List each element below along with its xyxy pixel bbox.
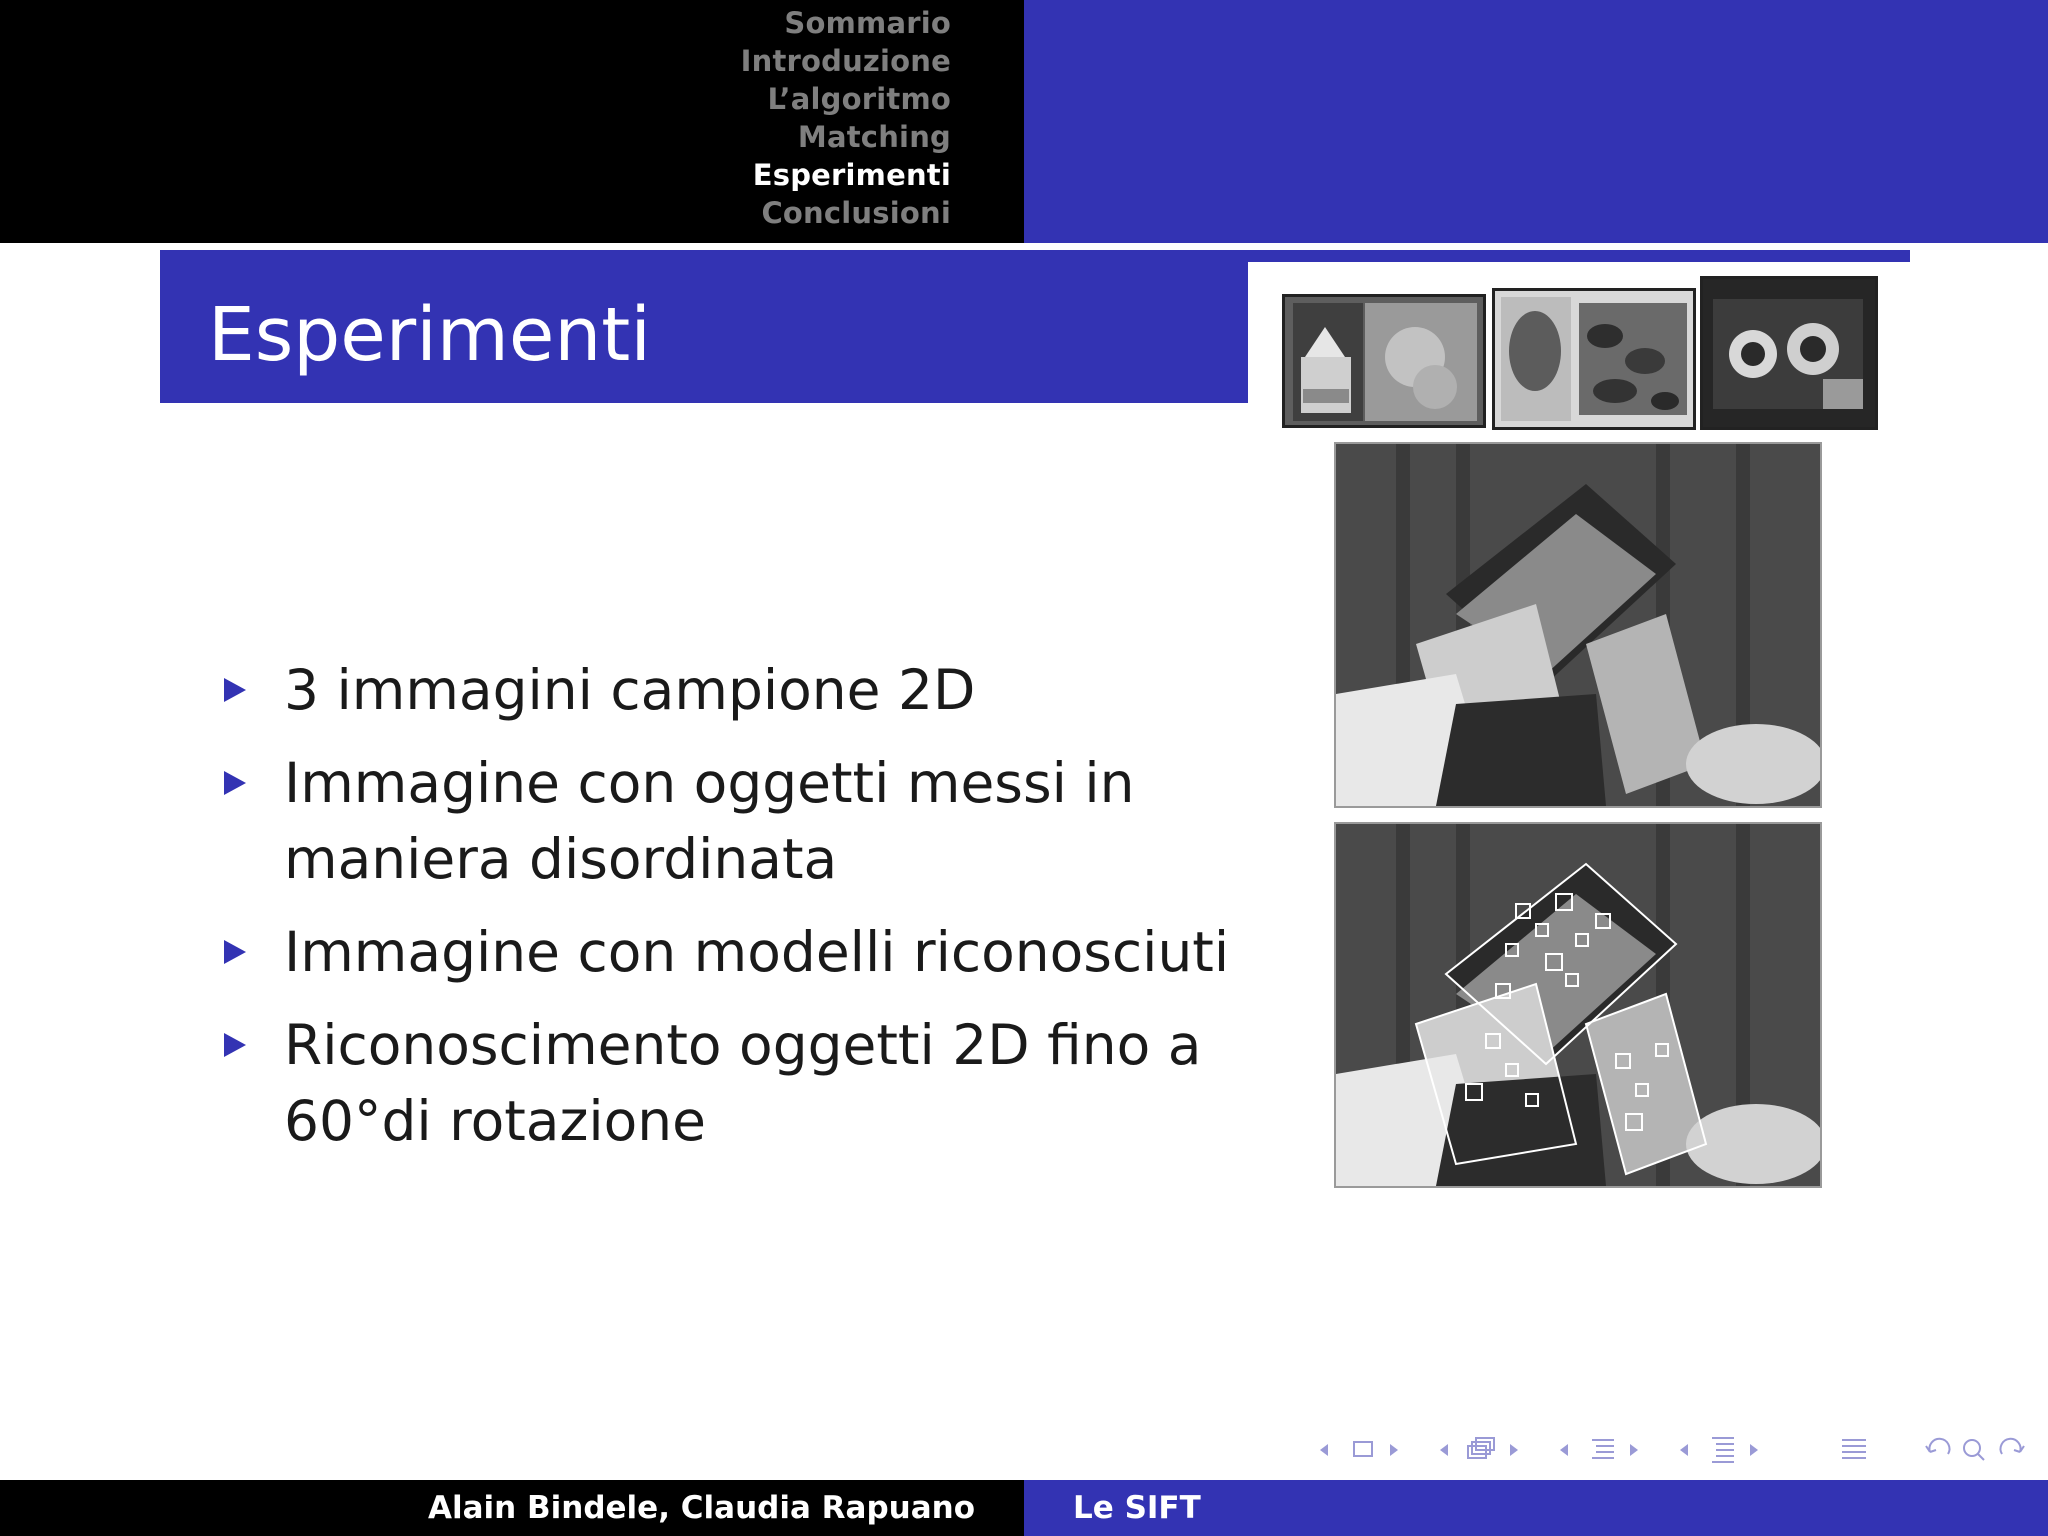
frame-nav-group [1316,1432,1436,1468]
outline-nav-group [1830,1432,1880,1468]
footer-right-panel [1024,1480,2048,1536]
bullet-list [218,652,1318,1176]
bullet-text: Riconoscimento oggetti 2D fino a 60°di rotazione [284,1013,1202,1153]
history-search-group [1922,1432,2032,1468]
bullet-triangle-icon [224,771,246,795]
document-nav-group [1676,1432,1796,1468]
sample-image-cookie-art [1495,291,1693,427]
nav-item-matching[interactable]: Matching [797,120,951,154]
footer-left-panel [0,1480,1024,1536]
bullet-item [218,914,1318,990]
header-left-panel [0,0,1024,243]
nav-document-next-icon[interactable] [1750,1444,1758,1456]
nav-item-introduzione[interactable]: Introduzione [740,44,951,78]
bullet-item [218,652,1318,728]
subsection-nav-group [1436,1432,1556,1468]
footer-authors: Alain Bindele, Claudia Rapuano [427,1490,975,1526]
nav-forward-icon[interactable] [2001,1439,2024,1454]
bullet-text: Immagine con oggetti messi in maniera disordinata [284,751,1135,891]
nav-subsection-icon[interactable] [1468,1438,1494,1458]
nav-document-icon[interactable] [1712,1438,1734,1462]
bullet-item [218,1007,1318,1159]
sample-image-rice-box [1282,294,1486,428]
sample-image-cookie-box [1492,288,1696,430]
footer-short-title: Le SIFT [1073,1490,1201,1526]
frame-title: Esperimenti [208,292,651,378]
nav-back-icon[interactable] [1926,1439,1949,1454]
nav-section-next-icon[interactable] [1630,1444,1638,1456]
beamer-navigation-symbols [1316,1432,2036,1468]
nav-item-conclusioni[interactable]: Conclusioni [761,196,951,230]
nav-search-icon[interactable] [1964,1440,1984,1460]
nav-frame-icon[interactable] [1354,1442,1372,1456]
nav-frame-prev-icon[interactable] [1320,1444,1328,1456]
sample-image-candy-box [1700,276,1878,430]
bullet-triangle-icon [224,1033,246,1057]
recognized-models-art [1336,824,1820,1186]
bullet-text: 3 immagini campione 2D [284,658,976,722]
header-right-panel [1024,0,2048,243]
nav-subsection-next-icon[interactable] [1510,1444,1518,1456]
figure-panel [1248,262,1911,1207]
bullet-text: Immagine con modelli riconosciuti [284,920,1230,984]
nav-outline-icon[interactable] [1842,1440,1866,1458]
sample-image-rice-art [1285,297,1483,425]
nav-subsection-prev-icon[interactable] [1440,1444,1448,1456]
cluttered-scene-art [1336,444,1820,806]
sample-image-candy-art [1703,279,1875,427]
bullet-triangle-icon [224,678,246,702]
bullet-triangle-icon [224,940,246,964]
nav-item-esperimenti[interactable]: Esperimenti [752,158,951,192]
nav-item-sommario[interactable]: Sommario [784,6,951,40]
nav-document-prev-icon[interactable] [1680,1444,1688,1456]
nav-item-algoritmo[interactable]: L’algoritmo [767,82,951,116]
bullet-item [218,745,1318,897]
nav-section-prev-icon[interactable] [1560,1444,1568,1456]
section-nav-group [1556,1432,1676,1468]
cluttered-scene-image [1334,442,1822,808]
nav-section-icon[interactable] [1592,1440,1614,1458]
nav-frame-next-icon[interactable] [1390,1444,1398,1456]
recognized-models-image [1334,822,1822,1188]
section-navigation [741,4,951,232]
